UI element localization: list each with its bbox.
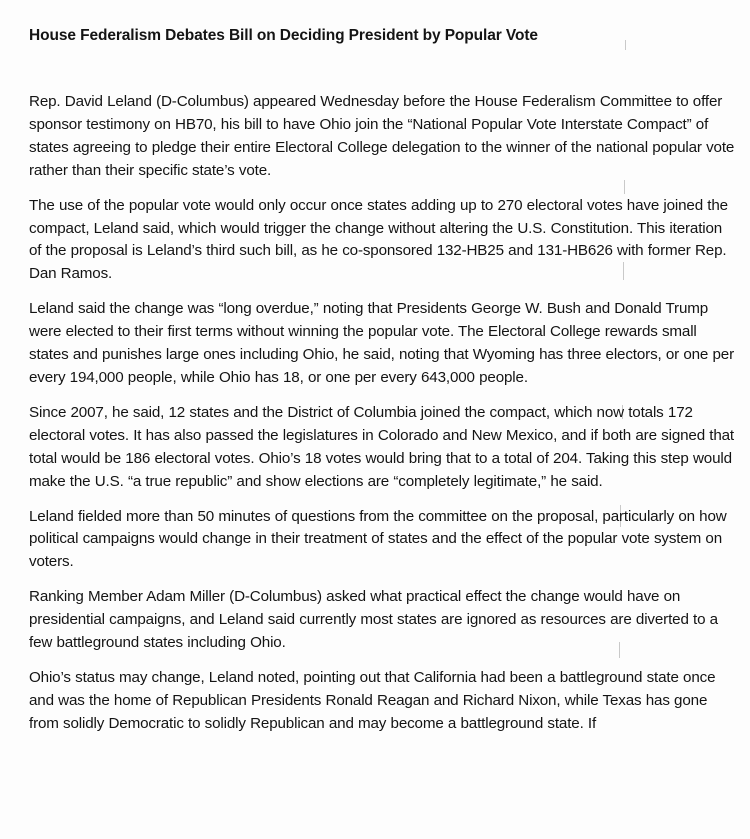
article [29, 26, 737, 748]
article-paragraph: Leland fielded more than 50 minutes of questions from the committee on the proposal, particularly on how political campaigns would change in their treatment of states and the effect of the popular vote system on voters. [29, 507, 727, 571]
article-paragraph: Ohio’s status may change, Leland noted, pointing out that California had been a battleground state once and was the home of Republican Presidents Ronald Reagan and Richard Nixon, while Texas has gone from solidly Democratic to solidly Republican and may become a battleground state. If [29, 668, 716, 732]
article-paragraph: Leland said the change was “long overdue,” noting that Presidents George W. Bush and Donald Trump were elected to their first terms without winning the popular vote. The Electoral College rewards small states and punishes large ones including Ohio, he said, noting that Wyoming has three electors, or one per every 194,000 people, while Ohio has 18, or one per every 643,000 people. [29, 300, 734, 386]
article-paragraph: Since 2007, he said, 12 states and the District of Columbia joined the compact, which now totals 172 electoral votes. It has also passed the legislatures in Colorado and New Mexico, and if both are signed that total would be 186 electoral votes. Ohio’s 18 votes would bring that to a total of 204. Taking this step would make the U.S. “a true republic” and show elections are “completely legitimate,” he said. [29, 403, 735, 490]
article-paragraph: The use of the popular vote would only occur once states adding up to 270 electoral votes have joined the compact, Leland said, which would trigger the change without altering the U.S. Constitution. This iteration of the proposal is Leland’s third such bill, as he co-sponsored 132-HB25 and 131-HB626 with former Rep. Dan Ramos. [29, 196, 728, 283]
article-headline: House Federalism Debates Bill on Deciding President by Popular Vote [29, 27, 538, 44]
article-paragraph: Rep. David Leland (D-Columbus) appeared Wednesday before the House Federalism Committee to offer sponsor testimony on HB70, his bill to have Ohio join the “National Popular Vote Interstate Compact” of states agreeing to pledge their entire Electoral College delegation to the winner of the national popular vote rather than their specific state’s vote. [29, 93, 735, 179]
article-paragraph: Ranking Member Adam Miller (D-Columbus) asked what practical effect the change would have on presidential campaigns, and Leland said currently most states are ignored as resources are diverted to a few battleground states including Ohio. [29, 588, 718, 652]
